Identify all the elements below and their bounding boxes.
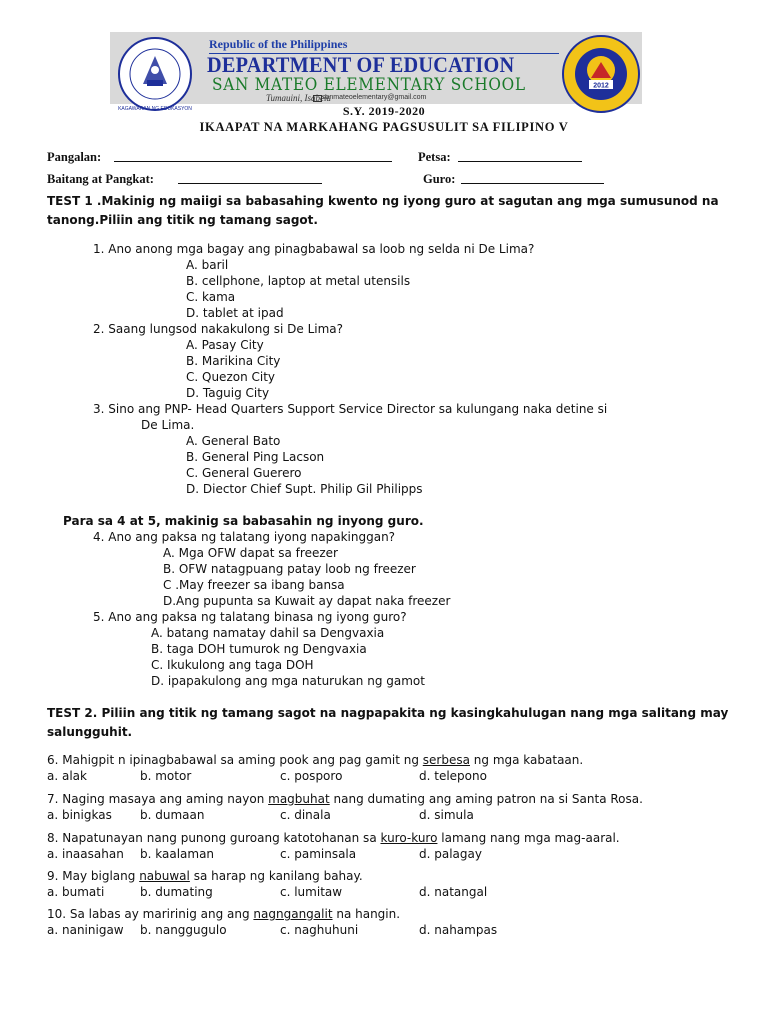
q8-text: 8. Napatunayan nang punong guroang katotohanan sa: [47, 831, 381, 845]
q1-option-c: C. kama: [186, 290, 236, 304]
email-icon: [313, 95, 322, 102]
q8-option-a: a. inaasahan: [47, 847, 124, 861]
q7-text: 7. Naging masaya ang aming nayon: [47, 792, 269, 806]
question-4: 4. Ano ang paksa ng talatang iyong napakinggan?: [93, 530, 396, 544]
deped-seal-icon: [117, 36, 193, 112]
q3-option-b: B. General Ping Lacson: [186, 450, 325, 464]
question-3: 3. Sino ang PNP- Head Quarters Support Service Director sa kulungang naka detine si: [93, 402, 608, 416]
question-2: 2. Saang lungsod nakakulong si De Lima?: [93, 322, 344, 336]
test2-heading: TEST 2. Piliin ang titik ng tamang sagot na nagpapakita ng kasingkahulugan nang mga salitang may: [47, 706, 729, 720]
question-10: [47, 907, 400, 921]
grade-label: Baitang at Pangkat:: [47, 172, 154, 186]
q3-option-a: A. General Bato: [186, 434, 281, 448]
q8-text-end: lamang nang mga mag-aaral.: [437, 831, 620, 845]
school-year: S.Y. 2019-2020: [342, 104, 426, 118]
question-3-cont: De Lima.: [141, 418, 195, 432]
q6-option-a: a. alak: [47, 769, 87, 783]
grade-field[interactable]: [178, 172, 322, 184]
test2-heading-2: salungguhit.: [47, 725, 133, 739]
q9-option-c: c. lumitaw: [280, 885, 343, 899]
q7-option-d: d. simula: [419, 808, 474, 822]
q10-option-a: a. naninigaw: [47, 923, 124, 937]
name-label: Pangalan:: [47, 150, 102, 164]
seal-left-text: KAGAWARAN NG EDUKASYON: [118, 106, 192, 112]
q5-option-c: C. Ikukulong ang taga DOH: [151, 658, 314, 672]
q10-option-d: d. nahampas: [419, 923, 498, 937]
question-7: [47, 792, 643, 806]
department-title: DEPARTMENT OF EDUCATION: [207, 52, 515, 77]
q6-underlined-word: serbesa: [422, 753, 470, 767]
q9-option-a: a. bumati: [47, 885, 105, 899]
q8-option-c: c. paminsala: [280, 847, 357, 861]
q7-option-c: c. dinala: [280, 808, 331, 822]
q4-option-a: A. Mga OFW dapat sa freezer: [163, 546, 338, 560]
test1-subheading: Para sa 4 at 5, makinig sa babasahin ng inyong guro.: [63, 514, 424, 528]
q9-option-d: d. natangal: [419, 885, 488, 899]
q10-text: 10. Sa labas ay maririnig ang ang: [47, 907, 254, 921]
q10-text-end: na hangin.: [332, 907, 401, 921]
republic-text: Republic of the Philippines: [209, 37, 348, 51]
q2-option-a: A. Pasay City: [186, 338, 264, 352]
name-field[interactable]: [114, 150, 392, 162]
school-name: SAN MATEO ELEMENTARY SCHOOL: [212, 75, 526, 95]
q6-option-d: d. telepono: [419, 769, 487, 783]
q9-underlined-word: nabuwal: [139, 869, 190, 883]
test1-heading: TEST 1 .Makinig ng maiigi sa babasahing kwento ng iyong guro at sagutan ang mga sumusunod na: [47, 194, 719, 208]
q6-option-b: b. motor: [140, 769, 192, 783]
q1-option-d: D. tablet at ipad: [186, 306, 284, 320]
q8-option-d: d. palagay: [419, 847, 482, 861]
q7-text-end: nang dumating ang aming patron na si Santa Rosa.: [329, 792, 643, 806]
q2-option-c: C. Quezon City: [186, 370, 276, 384]
teacher-field[interactable]: [461, 172, 604, 184]
q7-option-b: b. dumaan: [140, 808, 205, 822]
q10-option-b: b. nanggugulo: [140, 923, 227, 937]
q3-option-c: C. General Guerero: [186, 466, 302, 480]
q8-option-b: b. kaalaman: [140, 847, 215, 861]
school-email: sanmateoelementary@gmail.com: [322, 94, 427, 101]
q2-option-b: B. Marikina City: [186, 354, 281, 368]
question-5: 5. Ano ang paksa ng talatang binasa ng iyong guro?: [93, 610, 407, 624]
q2-option-d: D. Taguig City: [186, 386, 270, 400]
q3-option-d: D. Diector Chief Supt. Philip Gil Philipps: [186, 482, 423, 496]
q5-option-b: B. taga DOH tumurok ng Dengvaxia: [151, 642, 367, 656]
q4-option-d: D.Ang pupunta sa Kuwait ay dapat naka freezer: [163, 594, 451, 608]
q7-option-a: a. binigkas: [47, 808, 112, 822]
school-address: Tumauini, Isabela: [266, 93, 332, 103]
question-8: [47, 831, 620, 845]
q9-option-b: b. dumating: [140, 885, 213, 899]
q6-text-end: ng mga kabataan.: [469, 753, 584, 767]
q7-underlined-word: magbuhat: [268, 792, 330, 806]
q5-option-d: D. ipapakulong ang mga naturukan ng gamot: [151, 674, 425, 688]
question-9: [47, 869, 363, 883]
q6-text: 6. Mahigpit n ipinagbabawal sa aming pook ang pag gamit ng: [47, 753, 423, 767]
exam-title: IKAAPAT NA MARKAHANG PAGSUSULIT SA FILIPINO V: [199, 120, 569, 134]
test1-heading-2: tanong.Piliin ang titik ng tamang sagot.: [47, 213, 318, 227]
date-field[interactable]: [458, 150, 582, 162]
question-1: 1. Ano anong mga bagay ang pinagbabawal sa loob ng selda ni De Lima?: [93, 242, 535, 256]
date-label: Petsa:: [418, 150, 451, 164]
q9-text-end: sa harap ng kanilang bahay.: [189, 869, 363, 883]
q10-underlined-word: nagngangalit: [253, 907, 333, 921]
teacher-label: Guro:: [423, 172, 456, 186]
school-seal-icon: [561, 34, 641, 114]
seal-right-year: 2012: [593, 82, 609, 90]
q1-option-b: B. cellphone, laptop at metal utensils: [186, 274, 411, 288]
question-6: [47, 753, 583, 767]
q8-underlined-word: kuro-kuro: [380, 831, 438, 845]
q10-option-c: c. naghuhuni: [280, 923, 359, 937]
q9-text: 9. May biglang: [47, 869, 140, 883]
q4-option-b: B. OFW natagpuang patay loob ng freezer: [163, 562, 416, 576]
q4-option-c: C .May freezer sa ibang bansa: [163, 578, 345, 592]
q5-option-a: A. batang namatay dahil sa Dengvaxia: [151, 626, 385, 640]
q1-option-a: A. baril: [186, 258, 229, 272]
q6-option-c: c. posporo: [280, 769, 343, 783]
